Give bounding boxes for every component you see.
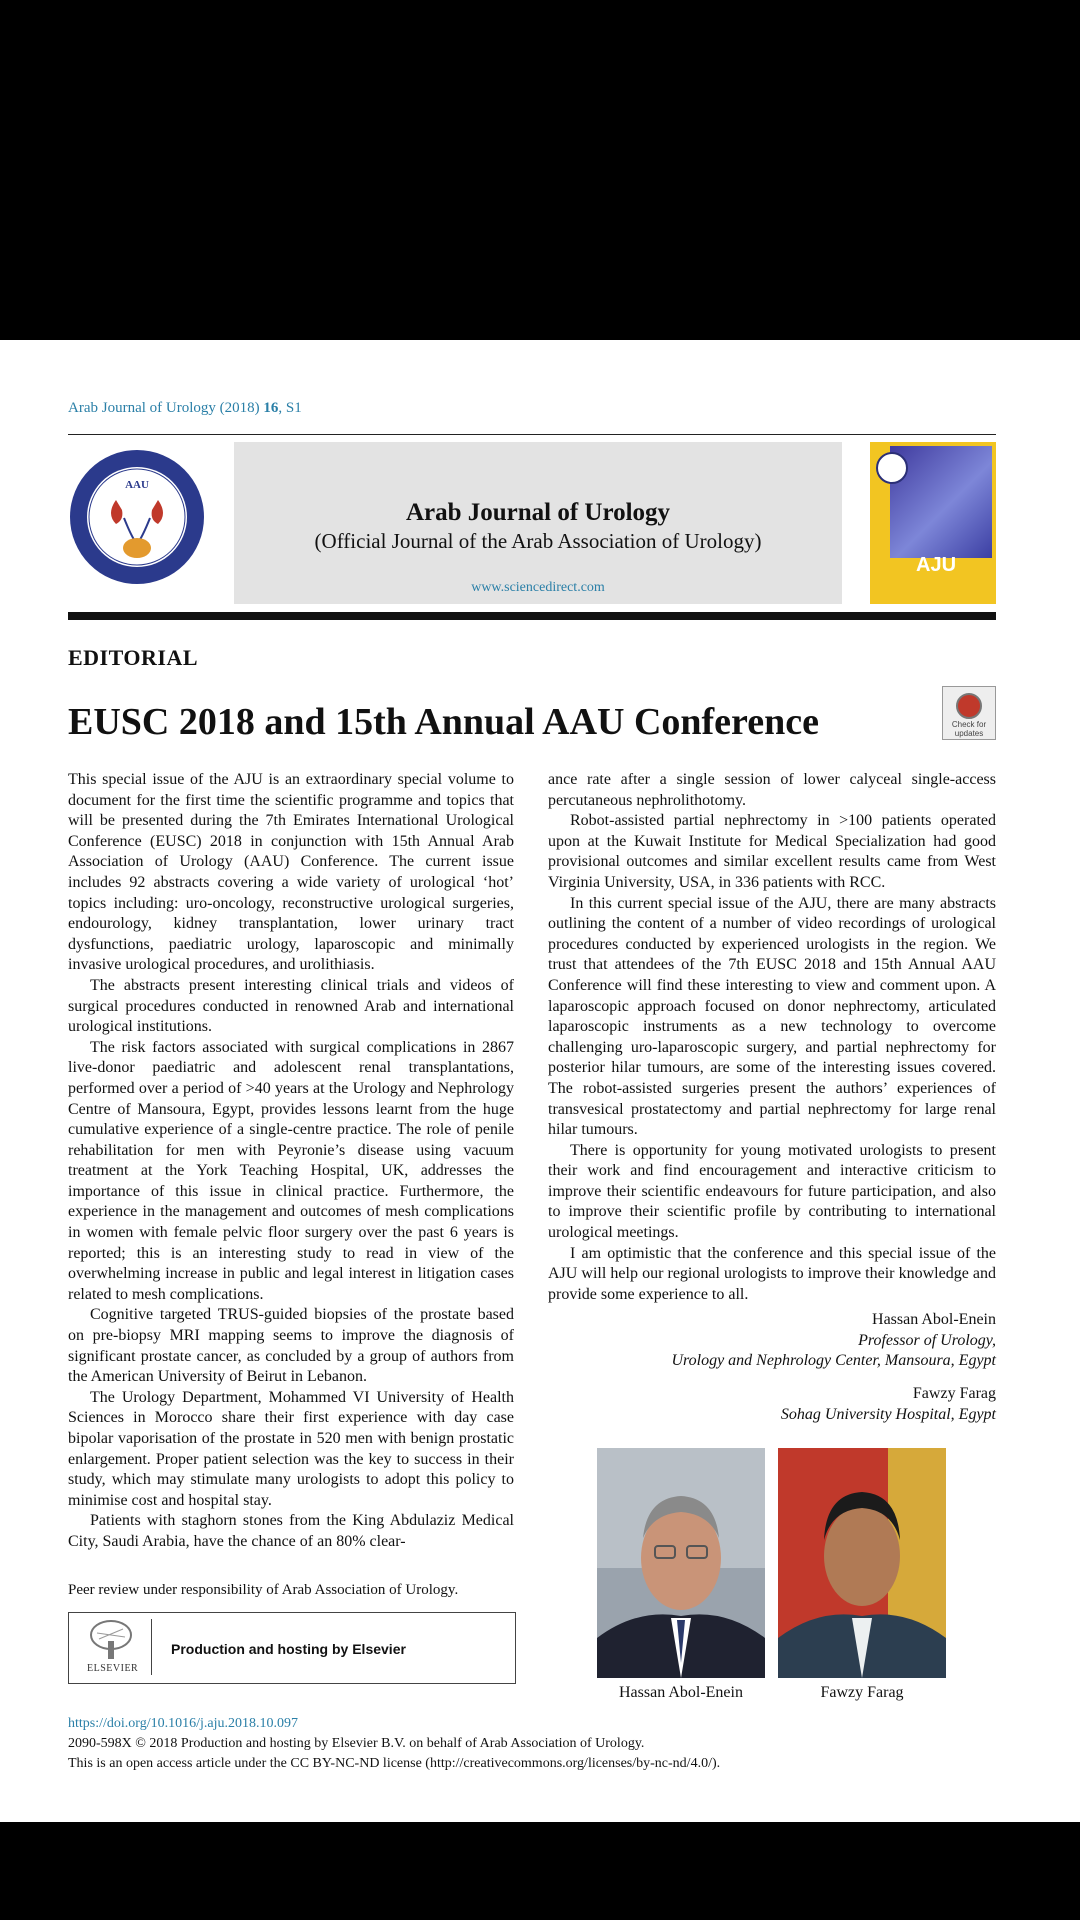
elsevier-wordmark: ELSEVIER (87, 1663, 139, 1674)
paragraph: There is opportunity for young motivated urologists to present their work and find encouragement and interactive criticism to improve their scientific endeavours for future participation, and also to improve their scientific profile by contributing to international urological meetings. (548, 1141, 996, 1242)
banner-rule (68, 612, 996, 620)
doi-link[interactable]: https://doi.org/10.1016/j.aju.2018.10.097 (68, 1716, 298, 1731)
journal-subtitle: (Official Journal of the Arab Association of Urology) (314, 529, 762, 553)
left-column (68, 770, 514, 1553)
photo-caption-1: Hassan Abol-Enein (619, 1684, 743, 1701)
check-for-updates-button[interactable]: Check for updates (942, 686, 996, 740)
hosting-text: Production and hosting by Elsevier (171, 1641, 406, 1657)
article-page (0, 340, 1080, 1822)
paragraph: The risk factors associated with surgical complications in 2867 live-donor paediatric and adolescent renal transplantations, performed over a period of >40 years at the Urology and Nephrology Centre of Mansoura, Egypt, provides lessons learnt from the huge cumulative experience of a single-centre practice. The role of penile rehabilitation for men with Peyronie’s disease using vacuum treatment at the York Teaching Hospital, UK, addresses the importance of this issue in clinical practice. Furthermore, the experience in the management and outcomes of mesh complications in women with female pelvic floor surgery over the past 6 years is reported; this is an interesting study to read in view of the overwhelming increase in public and legal interest in litigation cases related to mesh complications. (68, 1038, 514, 1303)
copyright-text: 2090-598X © 2018 Production and hosting by Elsevier B.V. on behalf of Arab Association of Urology. (68, 1736, 645, 1751)
bookmark-icon (956, 693, 982, 719)
journal-title: Arab Journal of Urology (405, 499, 671, 526)
paragraph: This special issue of the AJU is an extraordinary special volume to document for the first time the scientific programme and topics that will be presented during the 7th Emirates International Urological Conference (EUSC) 2018 in conjunction with 15th Annual Arab Association of Urology (AAU) Conference. The current issue includes 92 abstracts covering a wide variety of urological ‘hot’ topics including: uro-oncology, reconstructive urological surgeries, endourology, kidney transplantation, lower urinary tract dysfunctions, paediatric urology, laparoscopic and minimally invasive urological procedures, and urolithiasis. (68, 771, 514, 974)
paragraph: ance rate after a single session of lower calyceal single-access percutaneous nephrolithotomy. (548, 771, 996, 809)
aau-logo-icon (68, 448, 206, 586)
author-title: Professor of Urology, (858, 1331, 996, 1349)
journal-reference: Arab Journal of Urology (2018) 16, S1 (68, 400, 302, 416)
elsevier-hosting-box (68, 1612, 516, 1684)
header-rule (68, 434, 996, 435)
paragraph: Robot-assisted partial nephrectomy in >100 patients operated upon at the Kuwait Institute for Medical Specialization had good provisional outcomes and similar excellent results came from West Virginia University, USA, in 336 patients with RCC. (548, 812, 996, 891)
author-name: Hassan Abol-Enein (872, 1311, 996, 1328)
cover-seal-icon (876, 452, 908, 484)
journal-title-block (234, 442, 842, 604)
paragraph: Cognitive targeted TRUS-guided biopsies of the prostate based on pre-biopsy MRI mapping seems to improve the diagnosis of significant prostate cancer, as concluded by a group of authors from the American University of Beirut in Lebanon. (68, 1306, 514, 1386)
license-text: This is an open access article under the CC BY-NC-ND license (http://creativecommons.org/licenses/by-nc-nd/4.0/). (68, 1756, 721, 1771)
journal-cover-image (870, 442, 996, 604)
author-affiliation: Urology and Nephrology Center, Mansoura, Egypt (671, 1352, 996, 1370)
right-column (548, 770, 996, 1305)
paragraph: The abstracts present interesting clinical trials and videos of surgical procedures conducted in renowned Arab and international urological institutions. (68, 976, 514, 1036)
author-photo-1 (597, 1448, 765, 1678)
section-label: EDITORIAL (68, 645, 199, 670)
cover-label: AJU (916, 554, 957, 576)
paragraph: In this current special issue of the AJU, there are many abstracts outlining the content of a number of video recordings of urological procedures conducted by experienced urologists in the region. We trust that attendees of the 7th EUSC 2018 and 15th Annual AAU Conference will find these interesting to view and comment upon. A laparoscopic approach focused on donor nephrectomy, articulated laparoscopic instruments as a new technology to overcome challenging uro-laparoscopic surgery, and partial nephrectomy for posterior hilar tumours, are some of the interesting issues covered. The robot-assisted surgeries present the authors’ experiences of transvesical prostatectomy and partial nephrectomy for large renal hilar tumours. (548, 894, 996, 1139)
journal-url-link[interactable]: www.sciencedirect.com (471, 580, 605, 595)
photo-caption-2: Fawzy Farag (820, 1684, 904, 1701)
elsevier-tree-icon (87, 1619, 135, 1661)
journal-banner (68, 442, 996, 610)
author-photo-2 (778, 1448, 946, 1678)
paragraph: Patients with staghorn stones from the King Abdulaziz Medical City, Saudi Arabia, have the chance of an 80% clear- (68, 1512, 514, 1550)
paragraph: I am optimistic that the conference and this special issue of the AJU will help our regional urologists to improve their knowledge and provide some experience to all. (548, 1244, 996, 1303)
author-signature-1 (671, 1310, 996, 1372)
author-signature-2 (781, 1384, 996, 1425)
paragraph: The Urology Department, Mohammed VI University of Health Sciences in Morocco share their first experience with day case bipolar vaporisation of the prostate in 520 men with benign prostatic enlargement. Proper patient selection was the key to success in their study, which may stimulate many urologists to adopt this policy to minimise cost and hospital stay. (68, 1388, 514, 1509)
peer-review-note: Peer review under responsibility of Arab Association of Urology. (68, 1582, 459, 1598)
aau-logo-text: AAU (125, 479, 149, 491)
author-name: Fawzy Farag (912, 1385, 996, 1402)
author-affiliation: Sohag University Hospital, Egypt (780, 1405, 996, 1423)
divider (151, 1619, 152, 1675)
article-title: EUSC 2018 and 15th Annual AAU Conference (68, 701, 819, 743)
